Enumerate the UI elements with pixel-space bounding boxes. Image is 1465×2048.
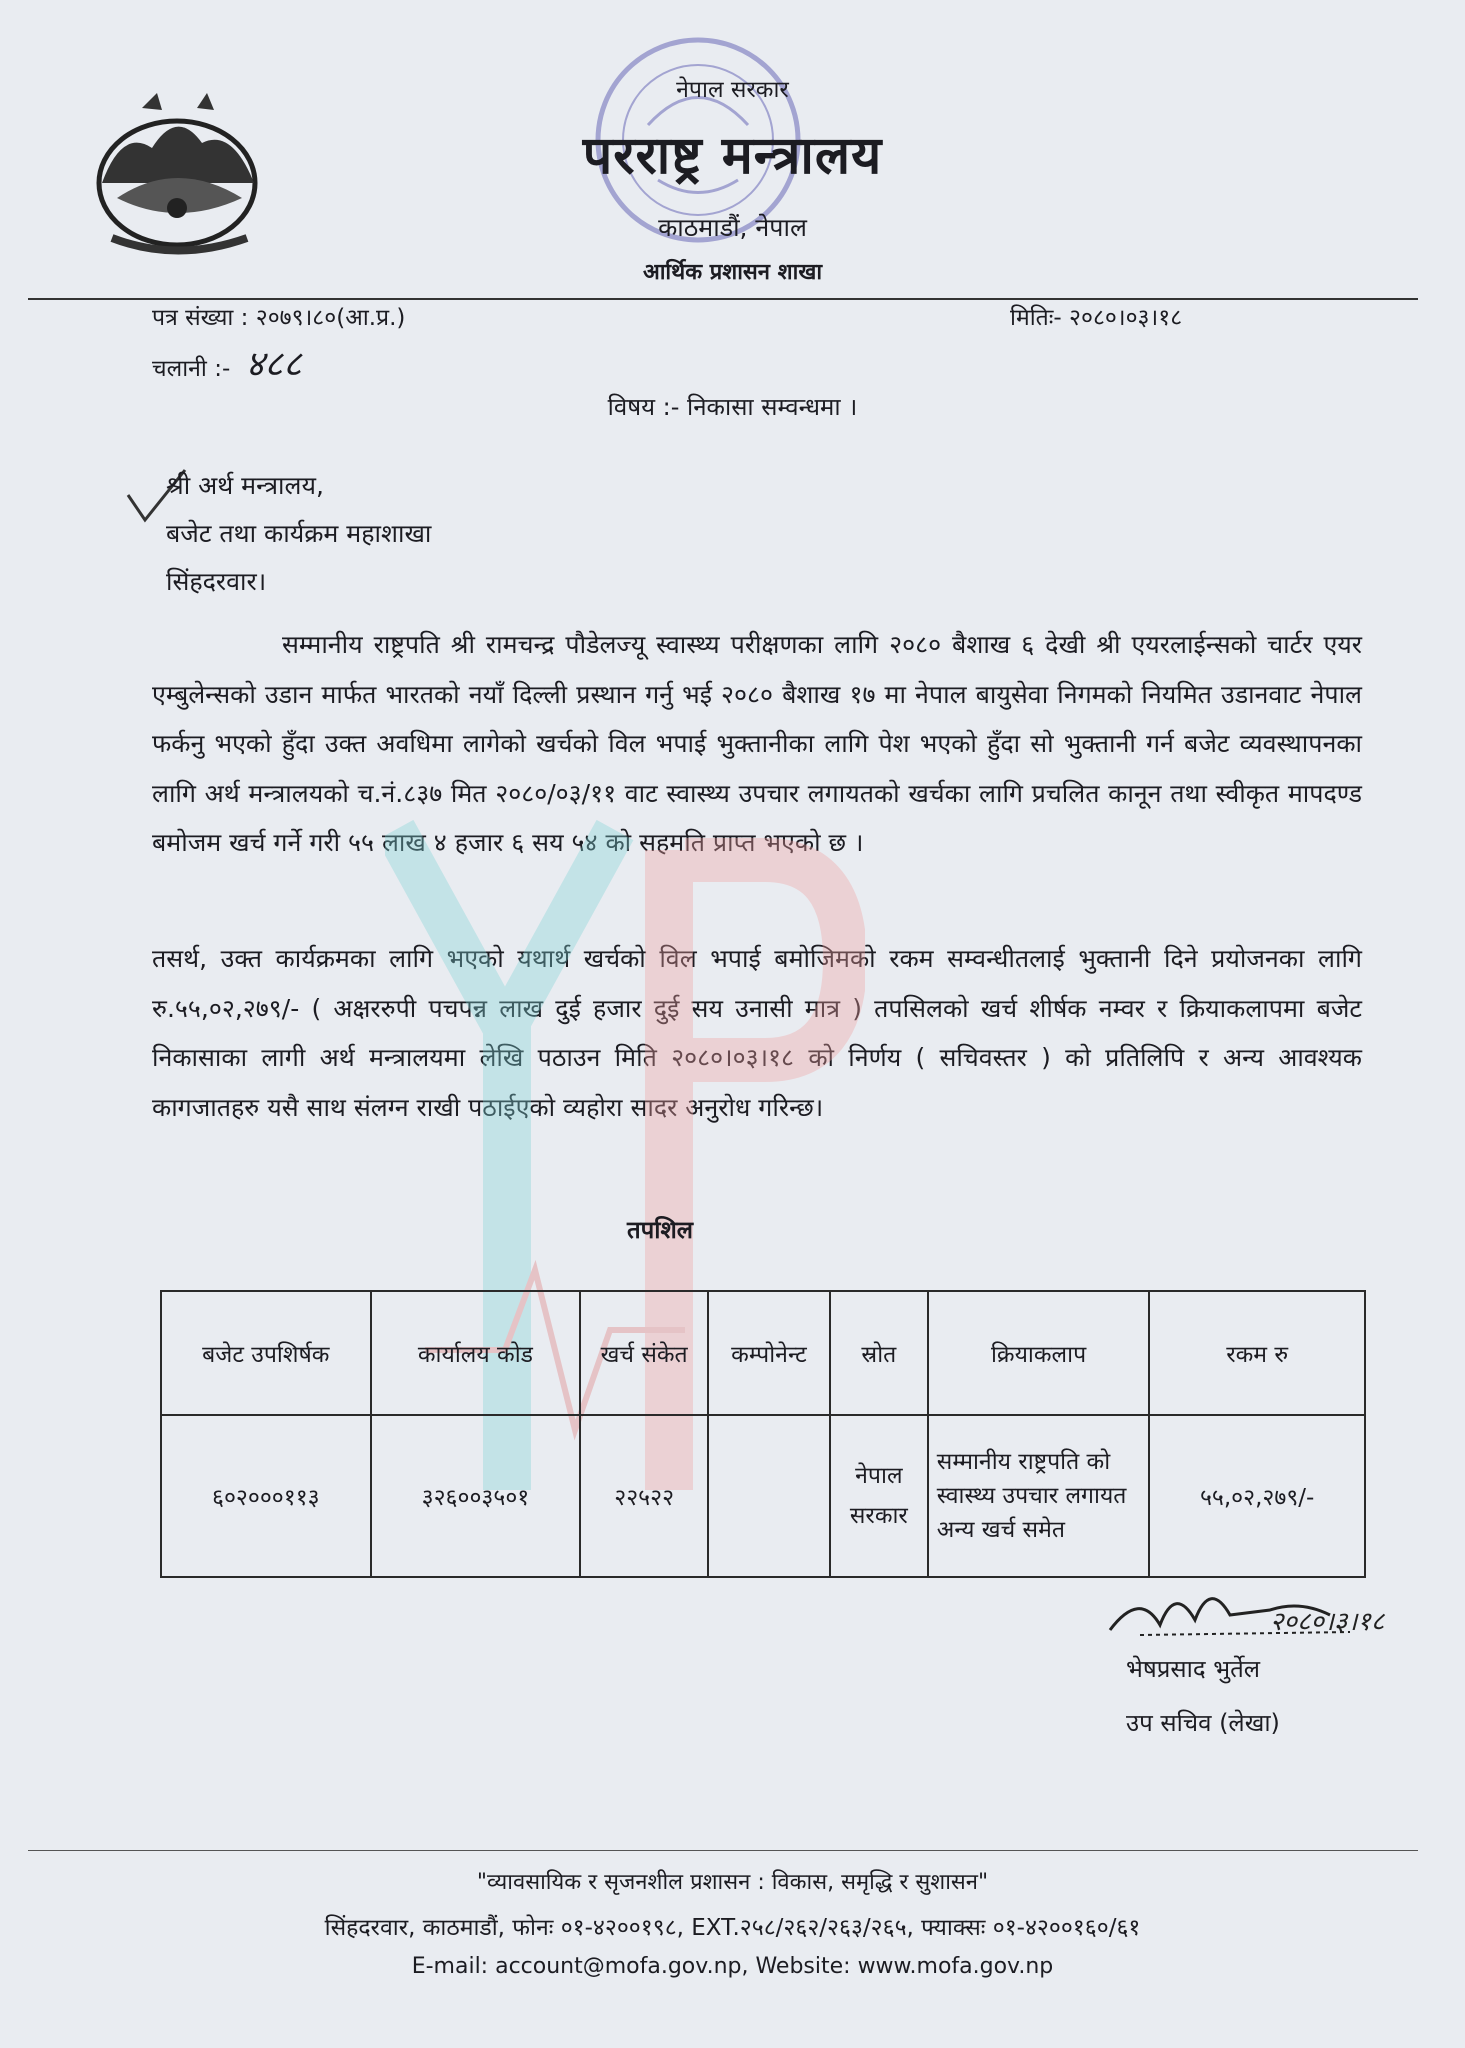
letter-number: पत्र संख्या : २०७९।८०(आ.प्र.)	[152, 305, 406, 331]
branch-name: आर्थिक प्रशासन शाखा	[642, 260, 823, 285]
cell-amount: ५५,०२,२७९/-	[1149, 1415, 1365, 1577]
letter-date: मितिः- २०८०।०३।१८	[1010, 305, 1183, 331]
cell-component	[708, 1415, 830, 1577]
cell-budget-subheading: ६०२०००११३	[161, 1415, 371, 1577]
signature-date: २०८०।३।१८	[1270, 1607, 1385, 1637]
body-paragraph-1: सम्मानीय राष्ट्रपति श्री रामचन्द्र पौडेलज्यू स्वास्थ्य परीक्षणका लागि २०८० बैशाख ६ देखी श्री एयरलाईन्सको चार्टर एयर एम्बुलेन्सको उडान मार्फत भारतको नयाँ दिल्ली प्रस्थान गर्नु भई २०८० बैशाख १७ मा नेपाल बायुसेवा निगमको नियमित उडानवाट नेपाल फर्कनु भएको हुँदा उक्त अवधिमा लागेको खर्चको विल भपाई भुक्तानीका लागि पेश भएको हुँदा सो भुक्तानी गर्न बजेट व्यवस्थापनका लागि अर्थ मन्त्रालयको च.नं.८३७ मित २०८०/०३/११ वाट स्वास्थ्य उपचार लगायतको खर्चका लागि प्रचलित कानून तथा स्वीकृत मापदण्ड बमोजम खर्च गर्ने गरी ५५ लाख ४ हजार ६ सय ५४ को सहमति प्राप्त भएको छ ।	[152, 630, 1362, 857]
subject-line: विषय :- निकासा सम्वन्धमा ।	[607, 393, 858, 421]
cell-office-code: ३२६००३५०१	[371, 1415, 581, 1577]
footer-divider	[28, 1850, 1418, 1851]
schedule-table	[160, 1290, 1366, 1578]
col-header-amount: रकम रु	[1149, 1291, 1365, 1415]
col-header-budget-subheading: बजेट उपशिर्षक	[161, 1291, 371, 1415]
addressee-block	[166, 462, 431, 606]
handwritten-signature	[1100, 1570, 1400, 1660]
footer-contact: E-mail: account@mofa.gov.np, Website: www.mofa.gov.np	[411, 1954, 1054, 1979]
addressee-line-2: बजेट तथा कार्यक्रम महाशाखा	[166, 519, 432, 548]
signer-name: भेषप्रसाद भुर्तेल	[1126, 1655, 1261, 1683]
cell-source: नेपाल सरकार	[830, 1415, 928, 1577]
col-header-expense-code: खर्च संकेत	[580, 1291, 708, 1415]
dispatch-label: चलानी :-	[152, 356, 231, 382]
table-row	[161, 1415, 1365, 1577]
dispatch-number: ४८८	[245, 344, 302, 385]
cell-activity: सम्मानीय राष्ट्रपति को स्वास्थ्य उपचार लगायत अन्य खर्च समेत	[928, 1415, 1150, 1577]
footer-address: सिंहदरवार, काठमाडौं, फोनः ०१-४२००१९८, EXT.२५८/२६२/२६३/२६५, फ्याक्सः ०१-४२००१६०/६१	[324, 1915, 1141, 1941]
col-header-office-code: कार्यालय कोड	[371, 1291, 581, 1415]
government-name: नेपाल सरकार	[676, 77, 789, 103]
addressee-line-3: सिंहदरवार।	[166, 567, 267, 596]
dispatch-number-row	[152, 338, 302, 387]
schedule-title: तपशिल	[626, 1216, 694, 1244]
footer-motto: "व्यावसायिक र सृजनशील प्रशासन : विकास, समृद्धि र सुशासन"	[476, 1870, 989, 1895]
city-name: काठमाडौं, नेपाल	[658, 213, 807, 242]
col-header-component: कम्पोनेन्ट	[708, 1291, 830, 1415]
table-header-row	[161, 1291, 1365, 1415]
ministry-name: परराष्ट्र मन्त्रालय	[582, 125, 883, 186]
addressee-line-1: श्री अर्थ मन्त्रालय,	[166, 471, 324, 500]
signer-designation: उप सचिव (लेखा)	[1126, 1709, 1280, 1737]
col-header-activity: क्रियाकलाप	[928, 1291, 1150, 1415]
col-header-source: स्रोत	[830, 1291, 928, 1415]
body-paragraph-2: तसर्थ, उक्त कार्यक्रमका लागि भएको यथार्थ खर्चको विल भपाई बमोजिमको रकम सम्वन्धीतलाई भुक्तानी दिने प्रयोजनका लागि रु.५५,०२,२७९/- ( अक्षररुपी पचपन्न लाख दुई हजार दुई सय उनासी मात्र ) तपसिलको खर्च शीर्षक नम्वर र क्रियाकलापमा बजेट निकासाका लागी अर्थ मन्त्रालयमा लेखि पठाउन मिति २०८०।०३।१८ को निर्णय ( सचिवस्तर ) को प्रतिलिपि र अन्य आवश्यक कागजातहरु यसै साथ संलग्न राखी पठाईएको व्यहोरा सादर अनुरोध गरिन्छ।	[152, 944, 1362, 1122]
cell-expense-code: २२५२२	[580, 1415, 708, 1577]
